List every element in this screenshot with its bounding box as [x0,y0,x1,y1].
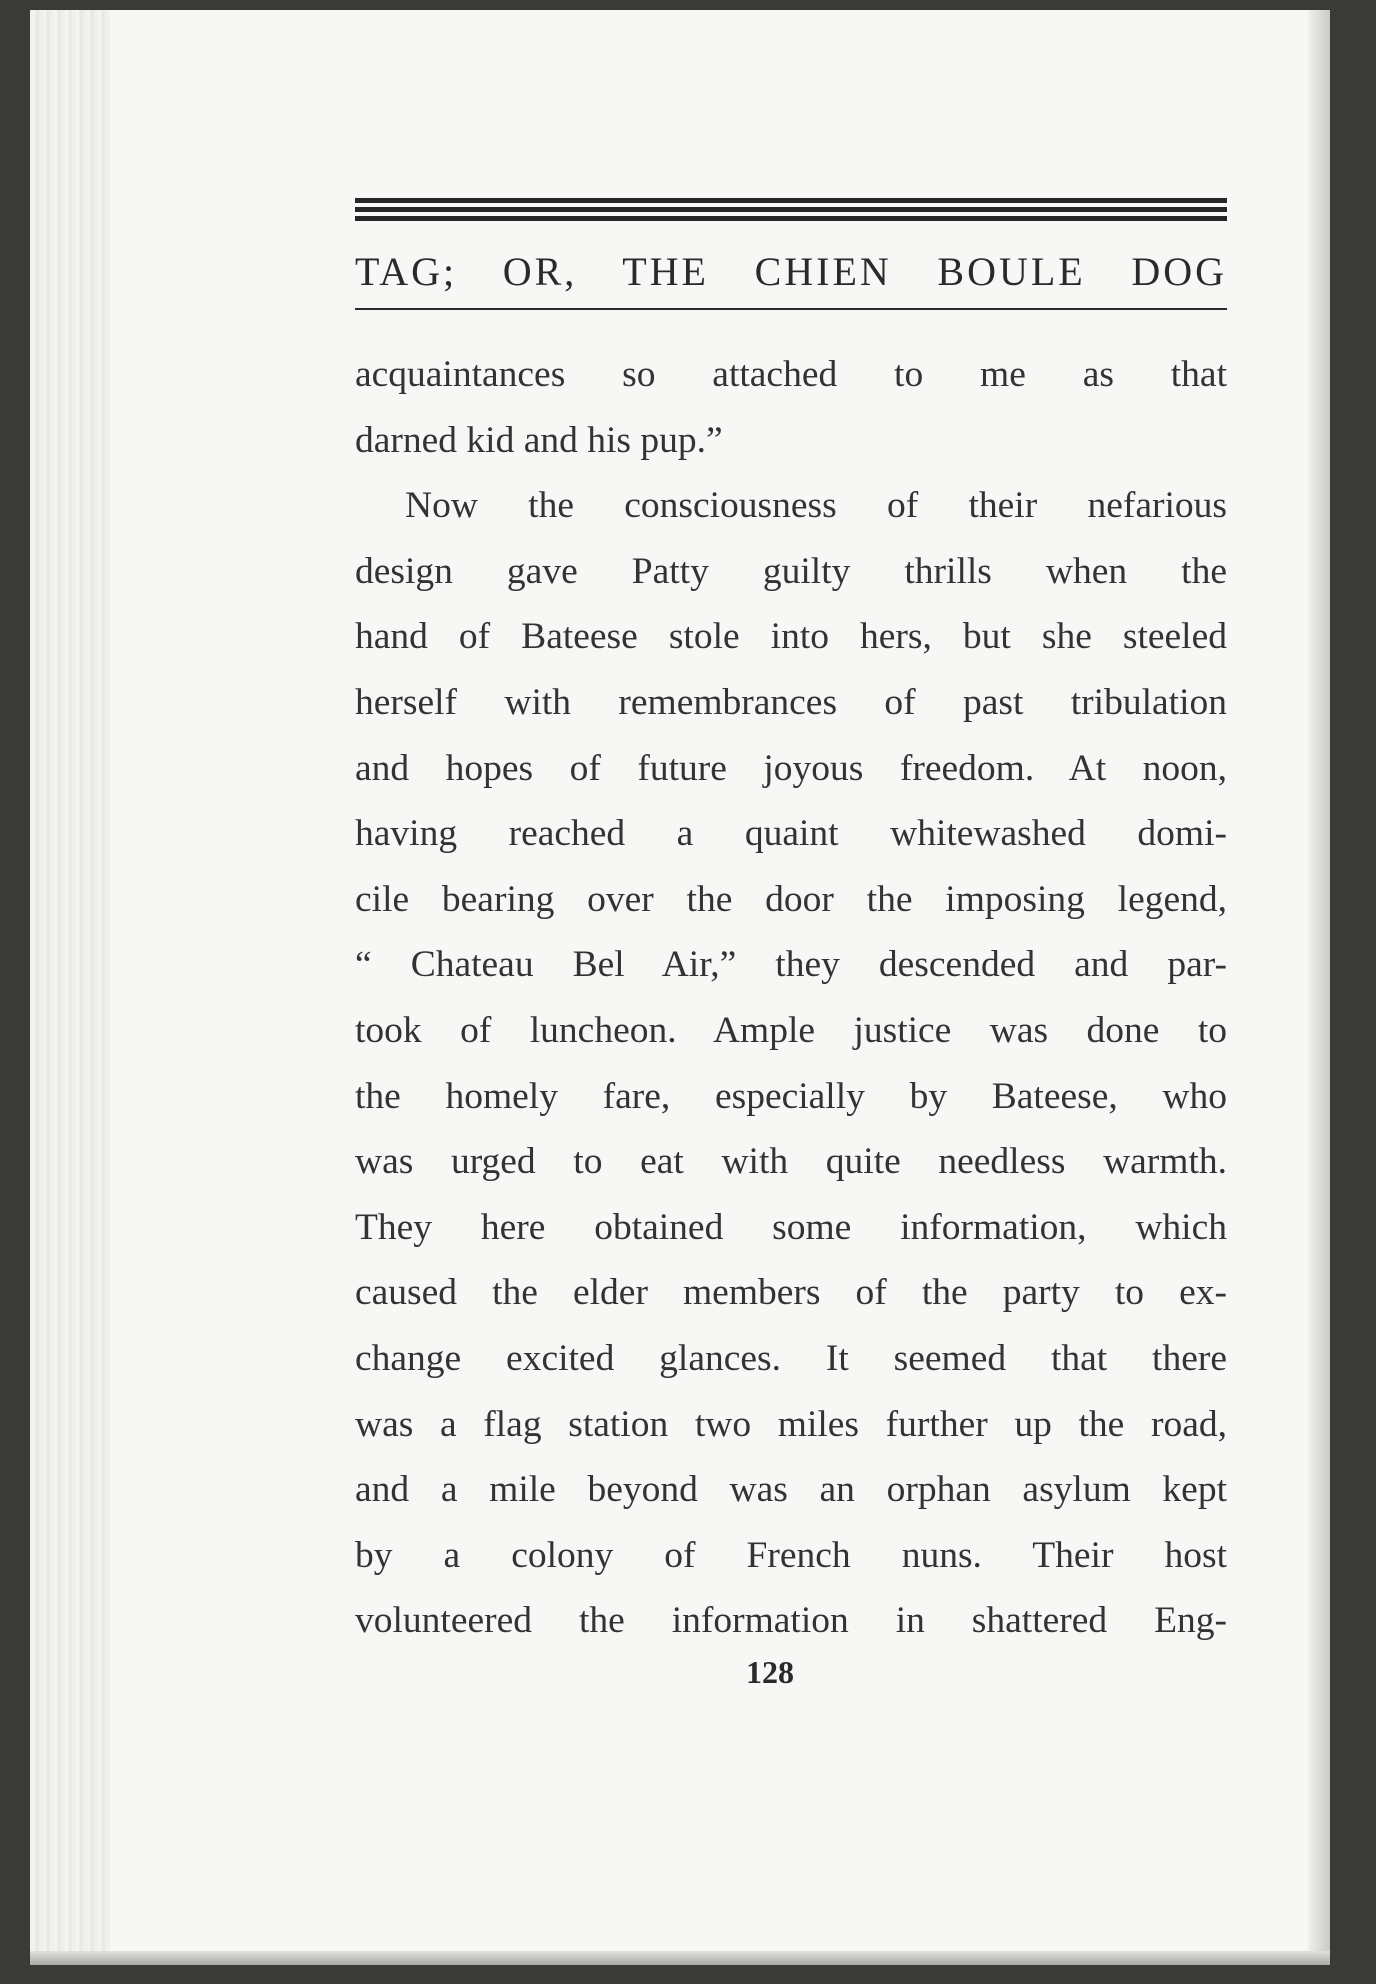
page-bottom-shadow [30,1951,1330,1965]
text-line: was urged to eat with quite needless warmth. [355,1141,1227,1183]
text-line: having reached a quaint whitewashed domi- [355,813,1227,855]
body-text [355,342,1227,1654]
text-line: volunteered the information in shattered Eng- [355,1600,1227,1642]
text-line: the homely fare, especially by Bateese, who [355,1075,1227,1117]
text-line: and hopes of future joyous freedom. At noon, [355,747,1227,789]
running-head: TAG; OR, THE CHIEN BOULE DOG [355,249,1227,294]
text-line: change excited glances. It seemed that there [355,1337,1227,1379]
text-line: took of luncheon. Ample justice was done to [355,1009,1227,1051]
text-line: hand of Bateese stole into hers, but she steeled [355,616,1227,658]
text-line: acquaintances so attached to me as that [355,354,1227,395]
text-line: was a flag station two miles further up the road, [355,1403,1227,1445]
text-line: Now the consciousness of their nefarious [405,485,1227,527]
text-line: “ Chateau Bel Air,” they descended and par- [355,944,1227,986]
text-line: herself with remembrances of past tribulation [355,681,1227,723]
text-line: and a mile beyond was an orphan asylum kept [355,1469,1227,1511]
text-line: caused the elder members of the party to ex- [355,1272,1227,1314]
book-page [30,10,1330,1965]
header-rules [355,198,1227,225]
text-line: cile bearing over the door the imposing legend, [355,878,1227,920]
text-line: They here obtained some information, which [355,1206,1227,1248]
page-number: 128 [746,1654,794,1690]
text-line: darned kid and his pup.” [355,419,723,461]
text-line: design gave Patty guilty thrills when the [355,550,1227,592]
text-line: by a colony of French nuns. Their host [355,1534,1227,1576]
running-head-underline [355,308,1227,310]
